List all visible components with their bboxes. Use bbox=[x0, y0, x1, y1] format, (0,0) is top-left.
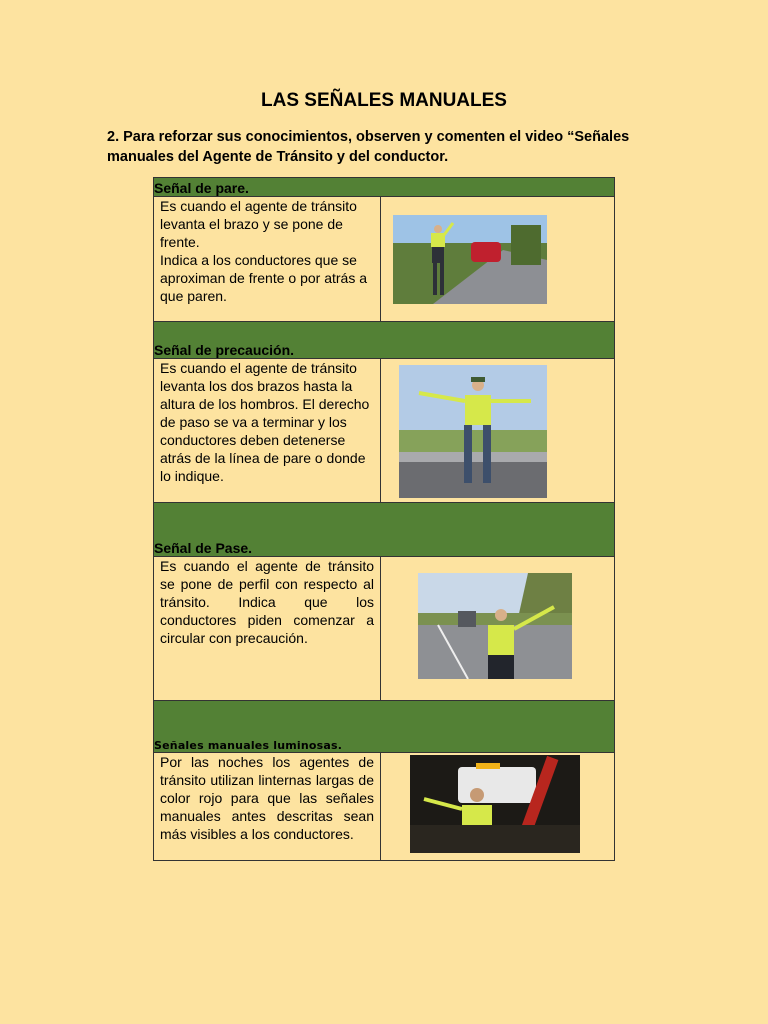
signal-header-row bbox=[154, 503, 615, 557]
traffic-officer-pass-photo bbox=[418, 573, 572, 679]
signal-header-row bbox=[154, 178, 615, 197]
signal-body-row bbox=[154, 557, 615, 701]
signal-image-cell bbox=[381, 359, 615, 503]
signal-description-precaucion bbox=[154, 359, 381, 503]
signal-header-row bbox=[154, 701, 615, 753]
signal-heading-text: Señal de precaución. bbox=[154, 342, 295, 358]
signal-heading-pase bbox=[154, 503, 615, 557]
description-line: Es cuando el agente de tránsito se pone de perfil con respecto al tránsito. Indica que los conductores piden comenzar a circular con precaución. bbox=[160, 558, 374, 646]
signal-image-cell bbox=[381, 197, 615, 322]
signal-description-pare bbox=[154, 197, 381, 322]
traffic-officer-caution-photo bbox=[399, 365, 547, 498]
signal-header-row bbox=[154, 322, 615, 359]
signal-heading-precaucion bbox=[154, 322, 615, 359]
page-title: LAS SEÑALES MANUALES bbox=[261, 90, 507, 111]
signal-heading-luminosas bbox=[154, 701, 615, 753]
signal-description-pase bbox=[154, 557, 381, 701]
signal-heading-pare bbox=[154, 178, 615, 197]
signal-heading-text: Señal de Pase. bbox=[154, 540, 253, 556]
description-line: Es cuando el agente de tránsito levanta el brazo y se pone de frente. bbox=[160, 198, 357, 250]
signal-heading-text: Señal de pare. bbox=[154, 180, 249, 196]
signal-body-row bbox=[154, 753, 615, 861]
signal-body-row bbox=[154, 197, 615, 322]
description-line: Es cuando el agente de tránsito levanta los dos brazos hasta la altura de los hombros. El derecho de paso se va a terminar y los conductores deben detenerse atrás de la línea de pare o donde lo indique. bbox=[160, 360, 370, 484]
description-line: Indica a los conductores que se aproximan de frente o por atrás a que paren. bbox=[160, 252, 368, 304]
signal-image-cell bbox=[381, 753, 615, 861]
traffic-officer-night-photo bbox=[410, 755, 580, 853]
signal-heading-text: Señales manuales luminosas. bbox=[154, 739, 343, 752]
signal-description-luminosas bbox=[154, 753, 381, 861]
signal-body-row bbox=[154, 359, 615, 503]
description-line: Por las noches los agentes de tránsito utilizan linternas largas de color rojo para que las señales manuales antes descritas sean más visibles a los conductores. bbox=[160, 754, 374, 842]
signals-table bbox=[153, 177, 615, 861]
intro-paragraph: 2. Para reforzar sus conocimientos, observen y comenten el video “Señales manuales del Agente de Tránsito y del conductor. bbox=[107, 129, 630, 165]
traffic-officer-stop-photo bbox=[393, 215, 547, 304]
signal-image-cell bbox=[381, 557, 615, 701]
